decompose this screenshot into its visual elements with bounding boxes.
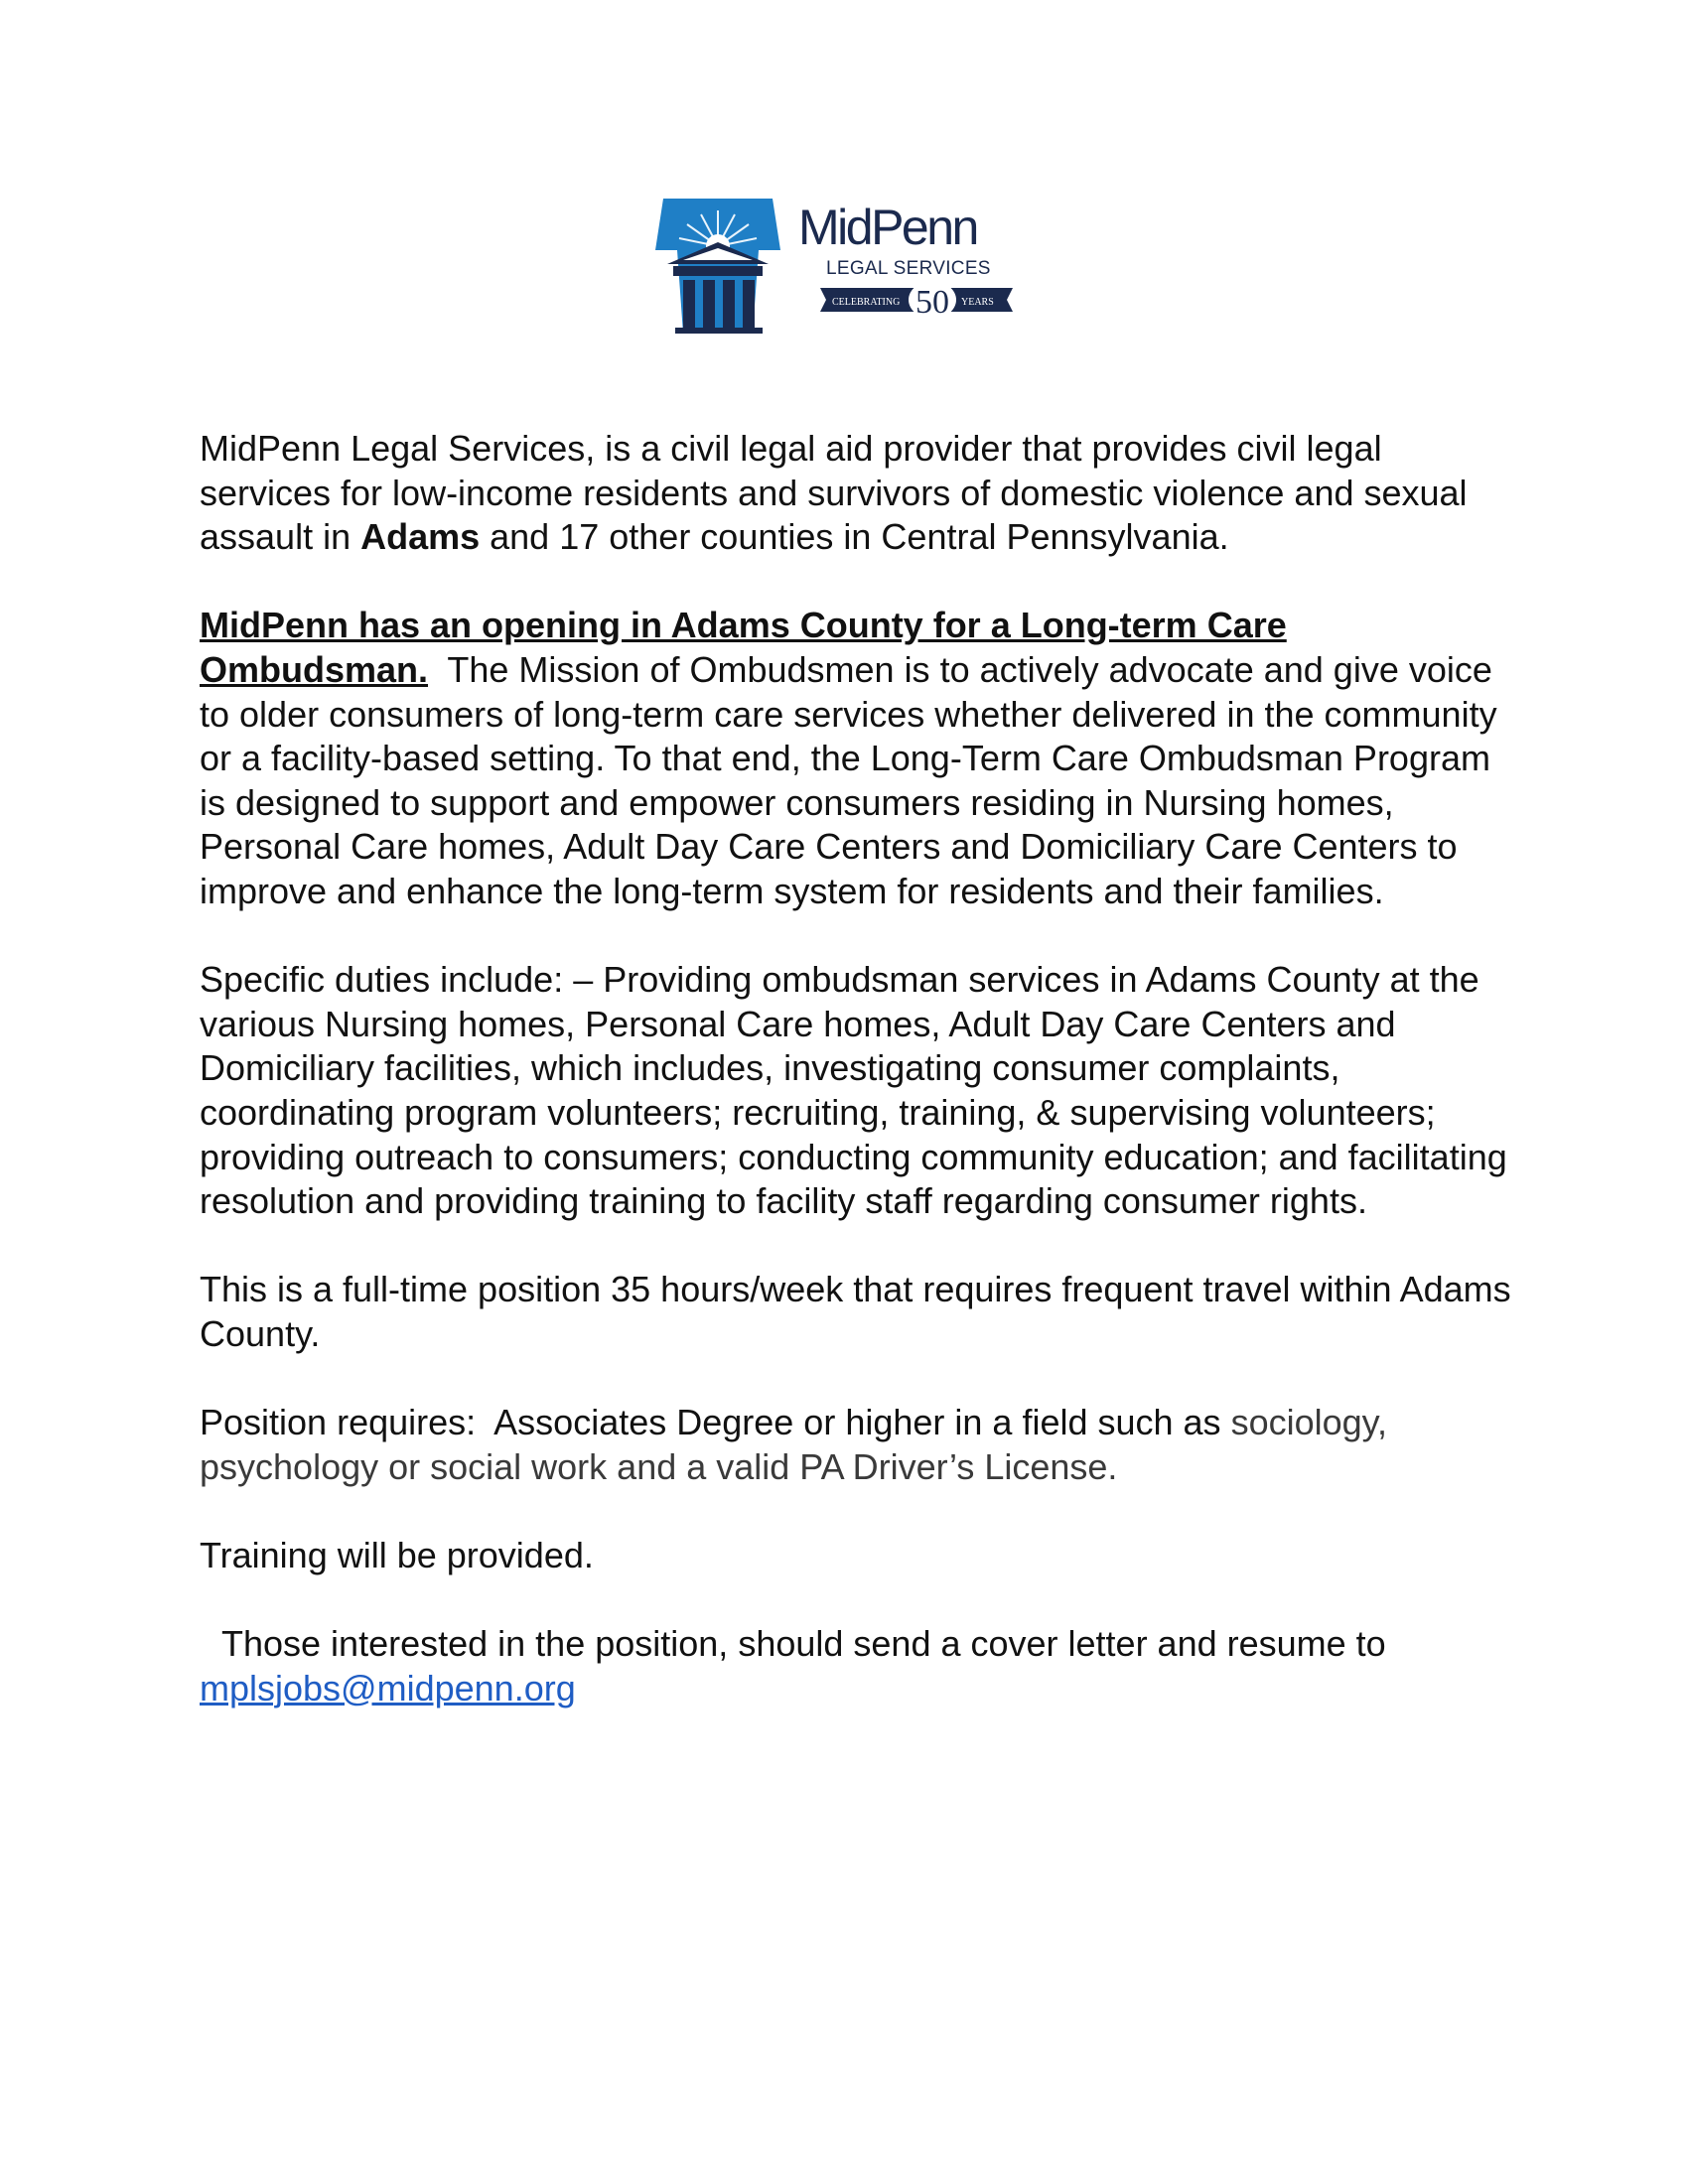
- anniversary-banner: [820, 281, 1013, 321]
- duties-paragraph: Specific duties include: – Providing ombudsman services in Adams County at the various Nursing homes, Personal Care homes, Adult Day Care Centers and Domiciliary facilities, which includes, investigating consumer complaints, coordinating program volunteers; recruiting, training, & supervising volunteers; providing outreach to consumers; conducting community education; and facilitating resolution and providing training to facility staff regarding consumer rights.: [200, 959, 1507, 1222]
- logo-subtitle: LEGAL SERVICES: [826, 258, 991, 279]
- logo-name: MidPenn: [798, 200, 977, 255]
- mission-text: The Mission of Ombudsmen is to actively advocate and give voice to older consumers of long-term care services whether delivered in the community or a facility-based setting. To that end, the Long-Term Care Ombudsman Program is designed to support and empower consumers residing in Nursing homes, Personal Care homes, Adult Day Care Centers and Domiciliary Care Centers to improve and enhance the long-term system for residents and their families.: [200, 648, 1507, 911]
- schedule-paragraph: This is a full-time position 35 hours/week that requires frequent travel within Adams County.: [200, 1269, 1511, 1354]
- intro-paragraph: MidPenn Legal Services, is a civil legal aid provider that provides civil legal services for low-income residents and survivors of domestic violence and sexual assault in Adams and 17 other counties in Central Pennsylvania.: [200, 428, 1468, 558]
- banner-celebrating: CELEBRATING: [832, 297, 901, 308]
- opening-paragraph: [200, 604, 1520, 913]
- requirements-paragraph: Position requires: Associates Degree or higher in a field such as sociology, psychology or social work and a valid PA Driver’s License.: [200, 1402, 1387, 1487]
- banner-years: YEARS: [961, 297, 994, 308]
- intro-bold-county: Adams: [360, 516, 481, 558]
- banner-number: 50: [915, 284, 949, 321]
- midpenn-logo: [653, 197, 1043, 336]
- training-paragraph: Training will be provided.: [200, 1534, 594, 1575]
- contact-text: Those interested in the position, should send a cover letter and resume to: [221, 1623, 1386, 1665]
- contact-paragraph: [200, 1622, 1520, 1710]
- opening-heading: MidPenn has an opening in Adams County for a Long-term Care Ombudsman.: [200, 605, 1287, 690]
- job-posting-body: [200, 427, 1520, 1710]
- email-link[interactable]: mplsjobs@midpenn.org: [200, 1667, 576, 1708]
- keystone-emblem-icon: [655, 199, 780, 334]
